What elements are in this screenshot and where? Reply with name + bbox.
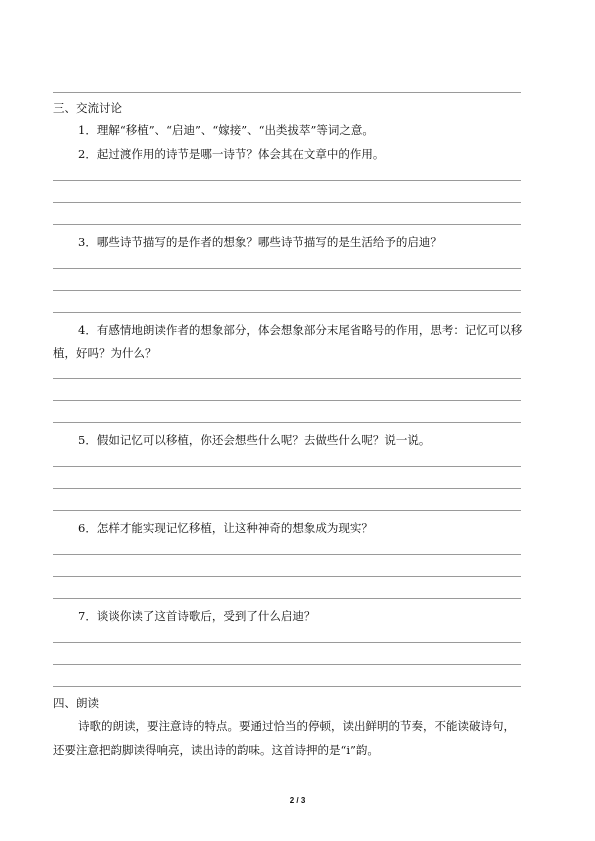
reading-paragraph-line-1: 诗歌的朗读，要注意诗的特点。要通过恰当的停顿，读出鲜明的节奏，不能读破诗句， [78, 719, 515, 733]
question-7: 7．谈谈你读了这首诗歌后，受到了什么启迪？ [78, 609, 316, 623]
answer-line [53, 598, 521, 599]
answer-line [53, 290, 521, 291]
answer-line [53, 202, 521, 203]
answer-line [53, 378, 521, 379]
answer-line [53, 312, 521, 313]
answer-line [53, 422, 521, 423]
answer-line [53, 224, 521, 225]
question-1: 1．理解“移植”、“启迪”、“嫁接”、“出类拔萃”等词之意。 [78, 123, 374, 137]
answer-line [53, 466, 521, 467]
question-5: 5．假如记忆可以移植，你还会想些什么呢？去做些什么呢？说一说。 [78, 433, 431, 447]
answer-line [53, 180, 521, 181]
question-2: 2．起过渡作用的诗节是哪一诗节？体会其在文章中的作用。 [78, 147, 385, 161]
question-3: 3．哪些诗节描写的是作者的想象？哪些诗节描写的是生活给予的启迪？ [78, 235, 442, 249]
section-heading-discussion: 三、交流讨论 [53, 101, 122, 115]
answer-line [53, 268, 521, 269]
page-number: 2 / 3 [289, 796, 306, 805]
answer-line [53, 510, 521, 511]
answer-line [53, 400, 521, 401]
question-6: 6．怎样才能实现记忆移植，让这种神奇的想象成为现实？ [78, 521, 373, 535]
section-heading-reading: 四、朗读 [53, 696, 99, 710]
reading-paragraph-line-2: 还要注意把韵脚读得响亮，读出诗的韵味。这首诗押的是“i”韵。 [53, 743, 379, 757]
answer-line [53, 664, 521, 665]
answer-line [53, 92, 521, 93]
answer-line [53, 642, 521, 643]
answer-line [53, 488, 521, 489]
answer-line [53, 576, 521, 577]
answer-line [53, 554, 521, 555]
question-4: 4．有感情地朗读作者的想象部分，体会想象部分末尾省略号的作用，思考：记忆可以移 [78, 323, 523, 337]
answer-line [53, 686, 521, 687]
question-4-continued: 植，好吗？为什么？ [53, 346, 157, 360]
